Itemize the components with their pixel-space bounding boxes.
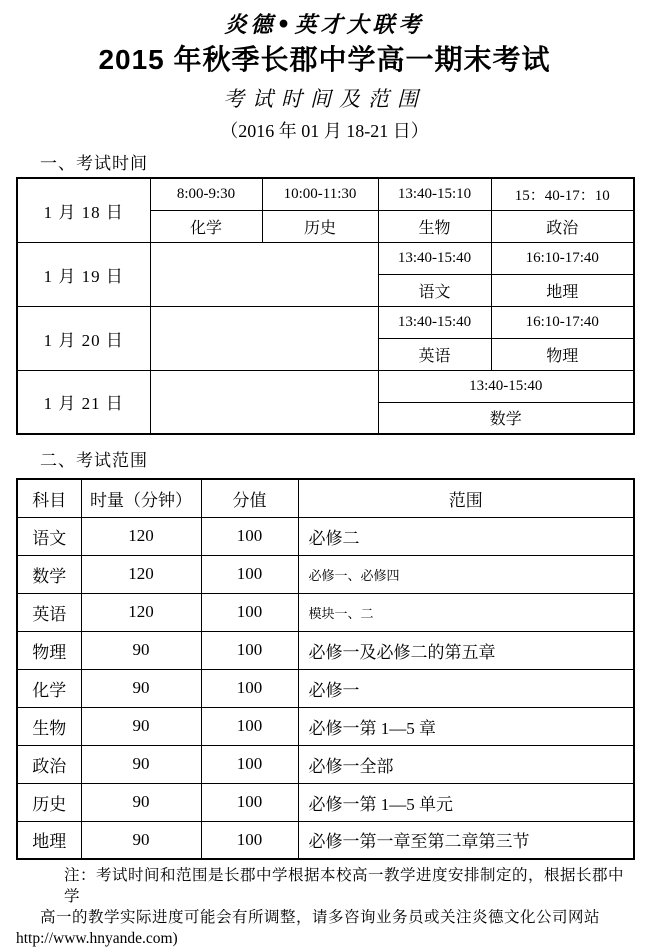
header-cell-range: 范围: [298, 479, 634, 517]
subject-cell: 政治: [17, 745, 81, 783]
footnote-url: http://www.hnyande.com): [16, 930, 178, 947]
empty-cell: [150, 242, 378, 306]
table-header-row: [17, 479, 634, 517]
range-cell: 必修一: [298, 669, 634, 707]
time-cell: 10:00-11:30: [262, 178, 378, 210]
time-cell: 16:10-17:40: [491, 306, 634, 338]
range-cell: 必修一第一章至第二章第三节: [298, 821, 634, 859]
table-row: [17, 555, 634, 593]
score-cell: 100: [201, 745, 298, 783]
header-cell-score: 分值: [201, 479, 298, 517]
range-cell: 必修一第 1—5 单元: [298, 783, 634, 821]
subject-cell: 政治: [491, 210, 634, 242]
table-row: [17, 821, 634, 859]
range-cell: 必修一全部: [298, 745, 634, 783]
range-cell: 必修二: [298, 517, 634, 555]
duration-cell: 120: [81, 555, 201, 593]
table-row: [17, 370, 634, 402]
time-cell: 13:40-15:40: [378, 306, 491, 338]
duration-cell: 90: [81, 707, 201, 745]
time-cell: 15：40-17：10: [491, 178, 634, 210]
time-cell: 8:00-9:30: [150, 178, 262, 210]
date-cell: 1 月 21 日: [17, 370, 150, 434]
subject-cell: 历史: [262, 210, 378, 242]
duration-cell: 90: [81, 745, 201, 783]
subject-cell: 数学: [17, 555, 81, 593]
time-cell: 13:40-15:40: [378, 370, 634, 402]
subject-cell: 英语: [378, 338, 491, 370]
subject-cell: 历史: [17, 783, 81, 821]
empty-cell: [150, 306, 378, 370]
empty-cell: [150, 370, 378, 434]
subject-cell: 英语: [17, 593, 81, 631]
header-cell-duration: 时量（分钟）: [81, 479, 201, 517]
exam-date-range: （2016 年 01 月 18-21 日）: [220, 121, 429, 141]
subject-cell: 语文: [378, 274, 491, 306]
subject-cell: 物理: [17, 631, 81, 669]
range-cell: 必修一、必修四: [298, 555, 634, 593]
range-cell: 必修一及必修二的第五章: [298, 631, 634, 669]
score-cell: 100: [201, 631, 298, 669]
table-row: [17, 593, 634, 631]
subject-cell: 化学: [150, 210, 262, 242]
date-cell: 1 月 20 日: [17, 306, 150, 370]
duration-cell: 120: [81, 593, 201, 631]
score-cell: 100: [201, 821, 298, 859]
footnote-line: 高一的教学实际进度可能会有所调整，请多咨询业务员或关注炎德文化公司网站: [40, 909, 601, 926]
section-heading-exam-scope: 二、考试范围: [40, 451, 148, 470]
duration-cell: 90: [81, 821, 201, 859]
score-cell: 100: [201, 707, 298, 745]
duration-cell: 120: [81, 517, 201, 555]
score-cell: 100: [201, 555, 298, 593]
footnote-line: 注：考试时间和范围是长郡中学根据本校高一教学进度安排制定的，根据长郡中学: [64, 867, 625, 905]
exam-scope-table: [16, 478, 635, 860]
time-cell: 13:40-15:40: [378, 242, 491, 274]
score-cell: 100: [201, 783, 298, 821]
table-row: [17, 178, 634, 210]
subject-cell: 语文: [17, 517, 81, 555]
section-heading-exam-time: 一、考试时间: [40, 154, 148, 173]
table-row: [17, 707, 634, 745]
subject-cell: 生物: [378, 210, 491, 242]
duration-cell: 90: [81, 669, 201, 707]
subject-cell: 数学: [378, 402, 634, 434]
page-subtitle: 考试时间及范围: [223, 87, 426, 111]
range-cell: 模块一、二: [298, 593, 634, 631]
time-cell: 16:10-17:40: [491, 242, 634, 274]
score-cell: 100: [201, 669, 298, 707]
date-cell: 1 月 18 日: [17, 178, 150, 242]
table-row: [17, 242, 634, 274]
range-cell: 必修一第 1—5 章: [298, 707, 634, 745]
duration-cell: 90: [81, 631, 201, 669]
subject-cell: 化学: [17, 669, 81, 707]
page-title: 2015 年秋季长郡中学高一期末考试: [98, 44, 551, 75]
subject-cell: 地理: [17, 821, 81, 859]
table-row: [17, 517, 634, 555]
table-row: [17, 783, 634, 821]
score-cell: 100: [201, 593, 298, 631]
brand-title: 炎德•英才大联考: [224, 12, 425, 38]
time-cell: 13:40-15:10: [378, 178, 491, 210]
exam-schedule-table: [16, 177, 635, 435]
header-cell-subject: 科目: [17, 479, 81, 517]
date-cell: 1 月 19 日: [17, 242, 150, 306]
table-row: [17, 306, 634, 338]
subject-cell: 生物: [17, 707, 81, 745]
subject-cell: 地理: [491, 274, 634, 306]
table-row: [17, 745, 634, 783]
footnote: [16, 865, 633, 949]
subject-cell: 物理: [491, 338, 634, 370]
table-row: [17, 669, 634, 707]
table-row: [17, 631, 634, 669]
score-cell: 100: [201, 517, 298, 555]
duration-cell: 90: [81, 783, 201, 821]
